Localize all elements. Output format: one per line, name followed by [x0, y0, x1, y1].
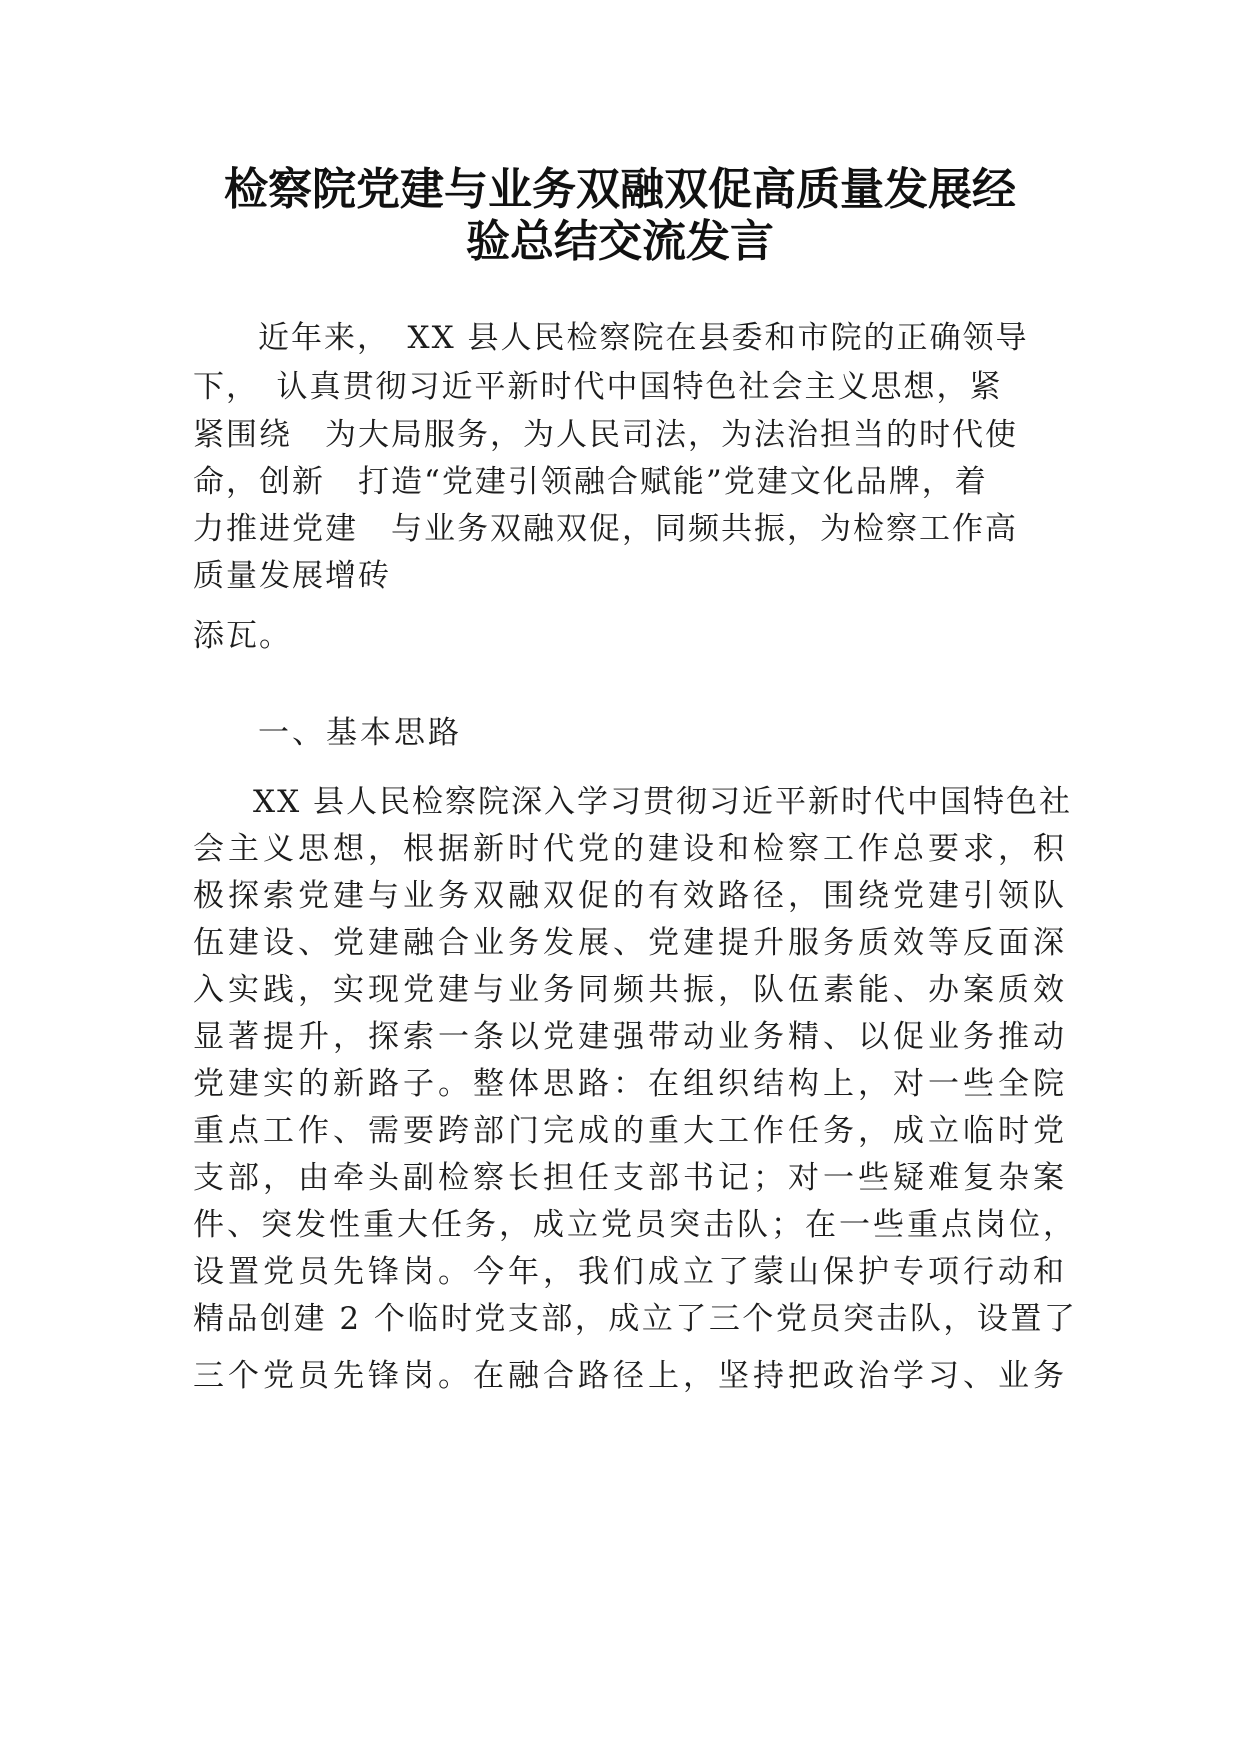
intro-line-7: 添瓦。 [193, 618, 292, 654]
intro-line-3: 紧围绕 为大局服务，为人民司法，为法治担当的时代使 [193, 417, 1018, 453]
section-heading: 一、基本思路 [258, 715, 462, 751]
body-line-5: 入实践，实现党建与业务同频共振，队伍素能、办案质效 [193, 972, 1068, 1008]
body-line-7: 党建实的新路子。整体思路：在组织结构上，对一些全院 [193, 1066, 1068, 1102]
body-line-12: 精品创建 2 个临时党支部，成立了三个党员突击队，设置了 [193, 1301, 1078, 1337]
body-line-13: 三个党员先锋岗。在融合路径上，坚持把政治学习、业务 [193, 1358, 1068, 1394]
title-line-2: 验总结交流发言 [466, 216, 774, 267]
body-line-2: 会主义思想，根据新时代党的建设和检察工作总要求，积 [193, 831, 1068, 867]
body-line-4: 伍建设、党建融合业务发展、党建提升服务质效等反面深 [193, 925, 1068, 961]
body-line-10: 件、突发性重大任务，成立党员突击队；在一些重点岗位， [193, 1207, 1077, 1243]
body-line-8: 重点工作、需要跨部门完成的重大工作任务，成立临时党 [193, 1113, 1068, 1149]
body-line-9: 支部，由牵头副检察长担任支部书记；对一些疑难复杂案 [193, 1160, 1068, 1196]
body-line-6: 显著提升，探索一条以党建强带动业务精、以促业务推动 [193, 1019, 1068, 1055]
intro-line-1: 近年来， XX 县人民检察院在县委和市院的正确领导 [258, 320, 1029, 356]
intro-line-5: 力推进党建 与业务双融双促，同频共振，为检察工作高 [193, 511, 1018, 547]
body-line-3: 极探索党建与业务双融双促的有效路径，围绕党建引领队 [193, 878, 1068, 914]
intro-line-6: 质量发展增砖 [193, 558, 391, 594]
body-line-1: XX 县人民检察院深入学习贯彻习近平新时代中国特色社 [253, 784, 1072, 820]
intro-line-2: 下， 认真贯彻习近平新时代中国特色社会主义思想，紧 [193, 369, 1003, 405]
title-line-1: 检察院党建与业务双融双促高质量发展经 [224, 164, 1016, 215]
intro-line-4: 命，创新 打造“党建引领融合赋能”党建文化品牌，着 [193, 464, 988, 500]
body-line-11: 设置党员先锋岗。今年，我们成立了蒙山保护专项行动和 [193, 1254, 1068, 1290]
